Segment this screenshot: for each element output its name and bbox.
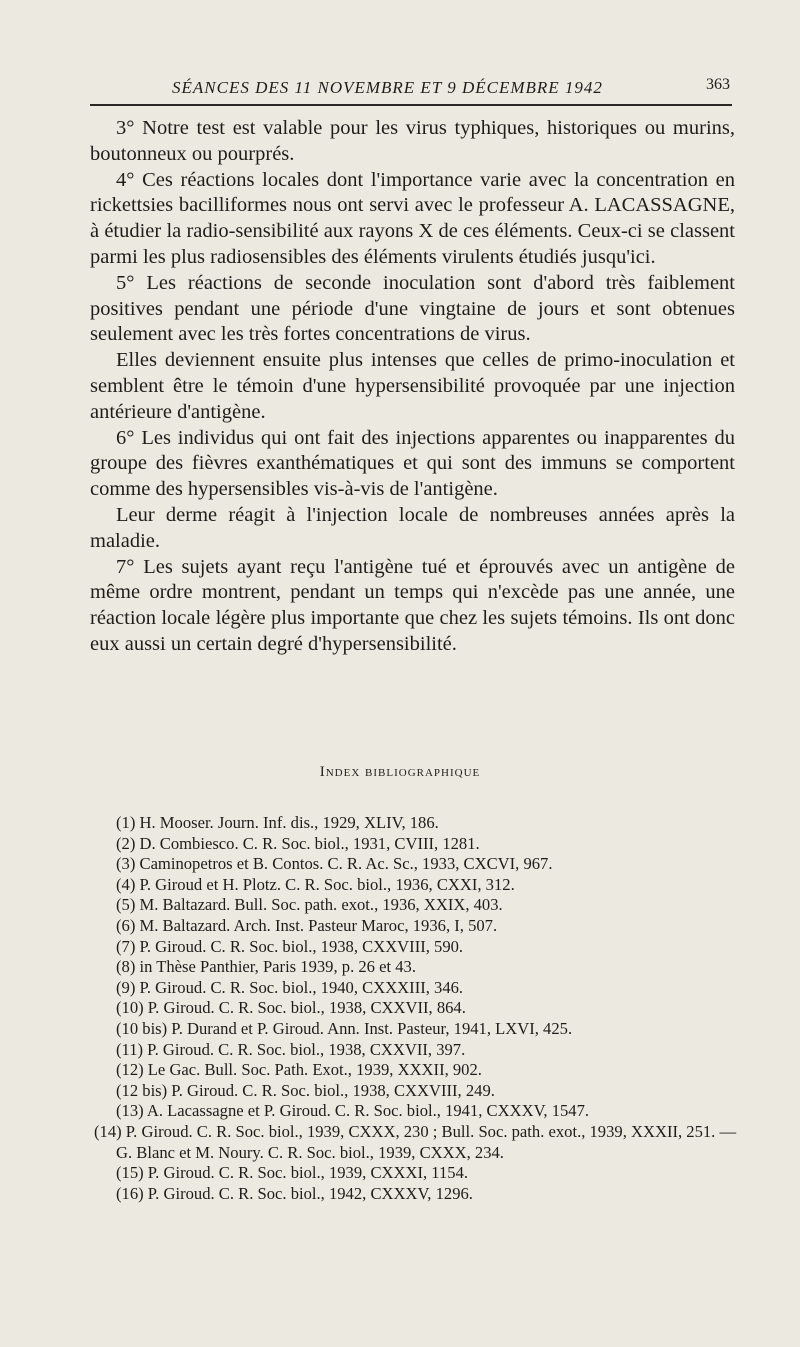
- index-title: Index bibliographique: [319, 764, 481, 780]
- reference-item: (5) M. Baltazard. Bull. Soc. path. exot., 1936, XXIX, 403.: [116, 895, 503, 915]
- paragraph-3: 3° Notre test est valable pour les virus typhiques, historiques ou murins, boutonneux ou pourprés.: [90, 117, 735, 165]
- running-title: SÉANCES DES 11 NOVEMBRE ET 9 DÉCEMBRE 1942: [172, 78, 603, 97]
- reference-item: (3) Caminopetros et B. Contos. C. R. Ac. Sc., 1933, CXCVI, 967.: [116, 854, 553, 874]
- reference-item: (8) in Thèse Panthier, Paris 1939, p. 26 et 43.: [116, 957, 416, 977]
- reference-item: (7) P. Giroud. C. R. Soc. biol., 1938, CXXVIII, 590.: [116, 936, 464, 956]
- reference-item: (14) P. Giroud. C. R. Soc. biol., 1939, CXXX, 230 ; Bull. Soc. path. exot., 1939, XXXII, 251. — G. Blanc et M. Noury. C. R. Soc. biol., 1939, CXXX, 234.: [94, 1121, 737, 1162]
- paragraph-6: 6° Les individus qui ont fait des injections apparentes ou inapparentes du groupe des fièvres exanthématiques et qui sont des immuns se comportent comme des hypersensibles vis-à-vis de l'antigène.: [90, 426, 735, 501]
- reference-item: (12) Le Gac. Bull. Soc. Path. Exot., 1939, XXXII, 902.: [116, 1060, 482, 1080]
- reference-item: (10 bis) P. Durand et P. Giroud. Ann. Inst. Pasteur, 1941, LXVI, 425.: [116, 1018, 573, 1038]
- paragraph-7: 7° Les sujets ayant reçu l'antigène tué et éprouvés avec un antigène de même ordre montrent, pendant un temps qui n'excède pas une année, une réaction locale légère plus importante que chez les sujets témoins. Ils ont donc eux aussi un certain degré d'hypersensibilité.: [90, 555, 735, 655]
- reference-item: (16) P. Giroud. C. R. Soc. biol., 1942, CXXXV, 1296.: [116, 1183, 473, 1203]
- paragraph-4: 4° Ces réactions locales dont l'importance varie avec la concentration en rickettsies bacilliformes nous ont servi avec le professeur A. LACASSAGNE, à étudier la radio-sensibilité aux rayons X de ces éléments. Ceux-ci se classent parmi les plus radiosensibles des éléments virulents étudiés jusqu'ici.: [90, 168, 735, 268]
- reference-item: (12 bis) P. Giroud. C. R. Soc. biol., 1938, CXXVIII, 249.: [116, 1080, 495, 1100]
- paragraph-5: 5° Les réactions de seconde inoculation sont d'abord très faiblement positives pendant une période d'une vingtaine de jours et sont obtenues seulement avec les très fortes concentrations de virus.: [90, 271, 735, 346]
- reference-item: (4) P. Giroud et H. Plotz. C. R. Soc. biol., 1936, CXXI, 312.: [116, 874, 515, 894]
- reference-item: (11) P. Giroud. C. R. Soc. biol., 1938, CXXVII, 397.: [116, 1039, 466, 1059]
- paragraph-5-cont: Elles deviennent ensuite plus intenses que celles de primo-inoculation et semblent être le témoin d'une hypersensibilité provoquée par une injection antérieure d'antigène.: [90, 349, 735, 423]
- reference-item: (15) P. Giroud. C. R. Soc. biol., 1939, CXXXI, 1154.: [116, 1163, 469, 1183]
- reference-item: (10) P. Giroud. C. R. Soc. biol., 1938, CXXVII, 864.: [116, 998, 466, 1018]
- reference-item: (1) H. Mooser. Journ. Inf. dis., 1929, XLIV, 186.: [116, 813, 439, 832]
- reference-item: (9) P. Giroud. C. R. Soc. biol., 1940, CXXXIII, 346.: [116, 977, 464, 997]
- reference-list: [94, 813, 756, 1204]
- paragraph-6-cont: Leur derme réagit à l'injection locale de nombreuses années après la maladie.: [90, 503, 735, 552]
- body-text: [90, 116, 735, 658]
- reference-item: (6) M. Baltazard. Arch. Inst. Pasteur Maroc, 1936, I, 507.: [116, 915, 498, 935]
- reference-item: (13) A. Lacassagne et P. Giroud. C. R. Soc. biol., 1941, CXXXV, 1547.: [116, 1101, 590, 1121]
- reference-item: (2) D. Combiesco. C. R. Soc. biol., 1931, CVIII, 1281.: [116, 833, 480, 853]
- page-header: [90, 74, 732, 106]
- page-number: 363: [706, 76, 730, 93]
